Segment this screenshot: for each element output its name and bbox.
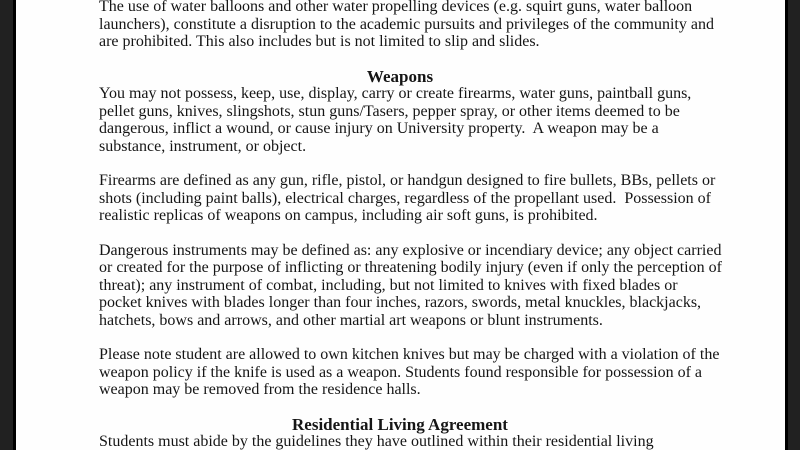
text-line: Firearms are defined as any gun, rifle, pistol, or handgun designed to fire bullets, BBs, pellets or: [99, 172, 716, 189]
text-line: weapon may be removed from the residence halls.: [99, 381, 421, 398]
paragraph: [99, 346, 720, 399]
paragraph: [99, 172, 716, 225]
text-line: substance, instrument, or object.: [99, 137, 307, 155]
text-line: threat); any instrument of combat, including, but not limited to knives with fixed blades or: [99, 276, 678, 294]
letterbox-left: [0, 0, 13, 450]
section-heading: Weapons: [366, 66, 434, 86]
text-line: pocket knives with blades longer than four inches, razors, swords, metal knuckles, blackjacks,: [99, 294, 702, 311]
text-line: shots (including paint balls), electrical charges, regardless of the propellant used. Possession of: [99, 189, 711, 207]
letterbox-right: [788, 0, 800, 450]
text-line: weapon policy if the knife is used as a weapon. Students found responsible for possession of a: [99, 363, 702, 381]
text-line: or created for the purpose of inflicting or threatening bodily injury (even if only the perception of: [99, 259, 722, 276]
section-heading: Residential Living Agreement: [292, 414, 508, 434]
text-line: pellet guns, knives, slingshots, stun guns/Tasers, pepper spray, or other items deemed to be: [99, 102, 680, 120]
paragraph: [99, 0, 714, 51]
text-line: realistic replicas of weapons on campus, including air soft guns, is prohibited.: [99, 207, 598, 224]
text-line: Please note student are allowed to own kitchen knives but may be charged with a violation of the: [99, 346, 720, 363]
text-line: Dangerous instruments may be defined as: any explosive or incendiary device; any object carried: [99, 241, 722, 259]
text-line: dangerous, inflict a wound, or cause injury on University property. A weapon may be a: [99, 120, 659, 137]
paragraph: [99, 433, 701, 450]
document-page: [13, 0, 788, 450]
paragraph: [99, 85, 701, 155]
document-content: [99, 0, 722, 450]
text-line: The use of water balloons and other water propelling devices (e.g. squirt guns, water balloon: [99, 0, 693, 15]
text-line: You may not possess, keep, use, display, carry or create firearms, water guns, paintball guns,: [99, 85, 692, 102]
text-line: hatchets, bows and arrows, and other martial art weapons or blunt instruments.: [99, 311, 603, 329]
text-line: are prohibited. This also includes but is not limited to slip and slides.: [99, 33, 540, 50]
paragraph: [99, 241, 722, 330]
text-line: launchers), constitute a disruption to the academic pursuits and privileges of the community and: [99, 15, 714, 33]
text-line: Students must abide by the guidelines they have outlined within their residential living: [99, 433, 654, 450]
